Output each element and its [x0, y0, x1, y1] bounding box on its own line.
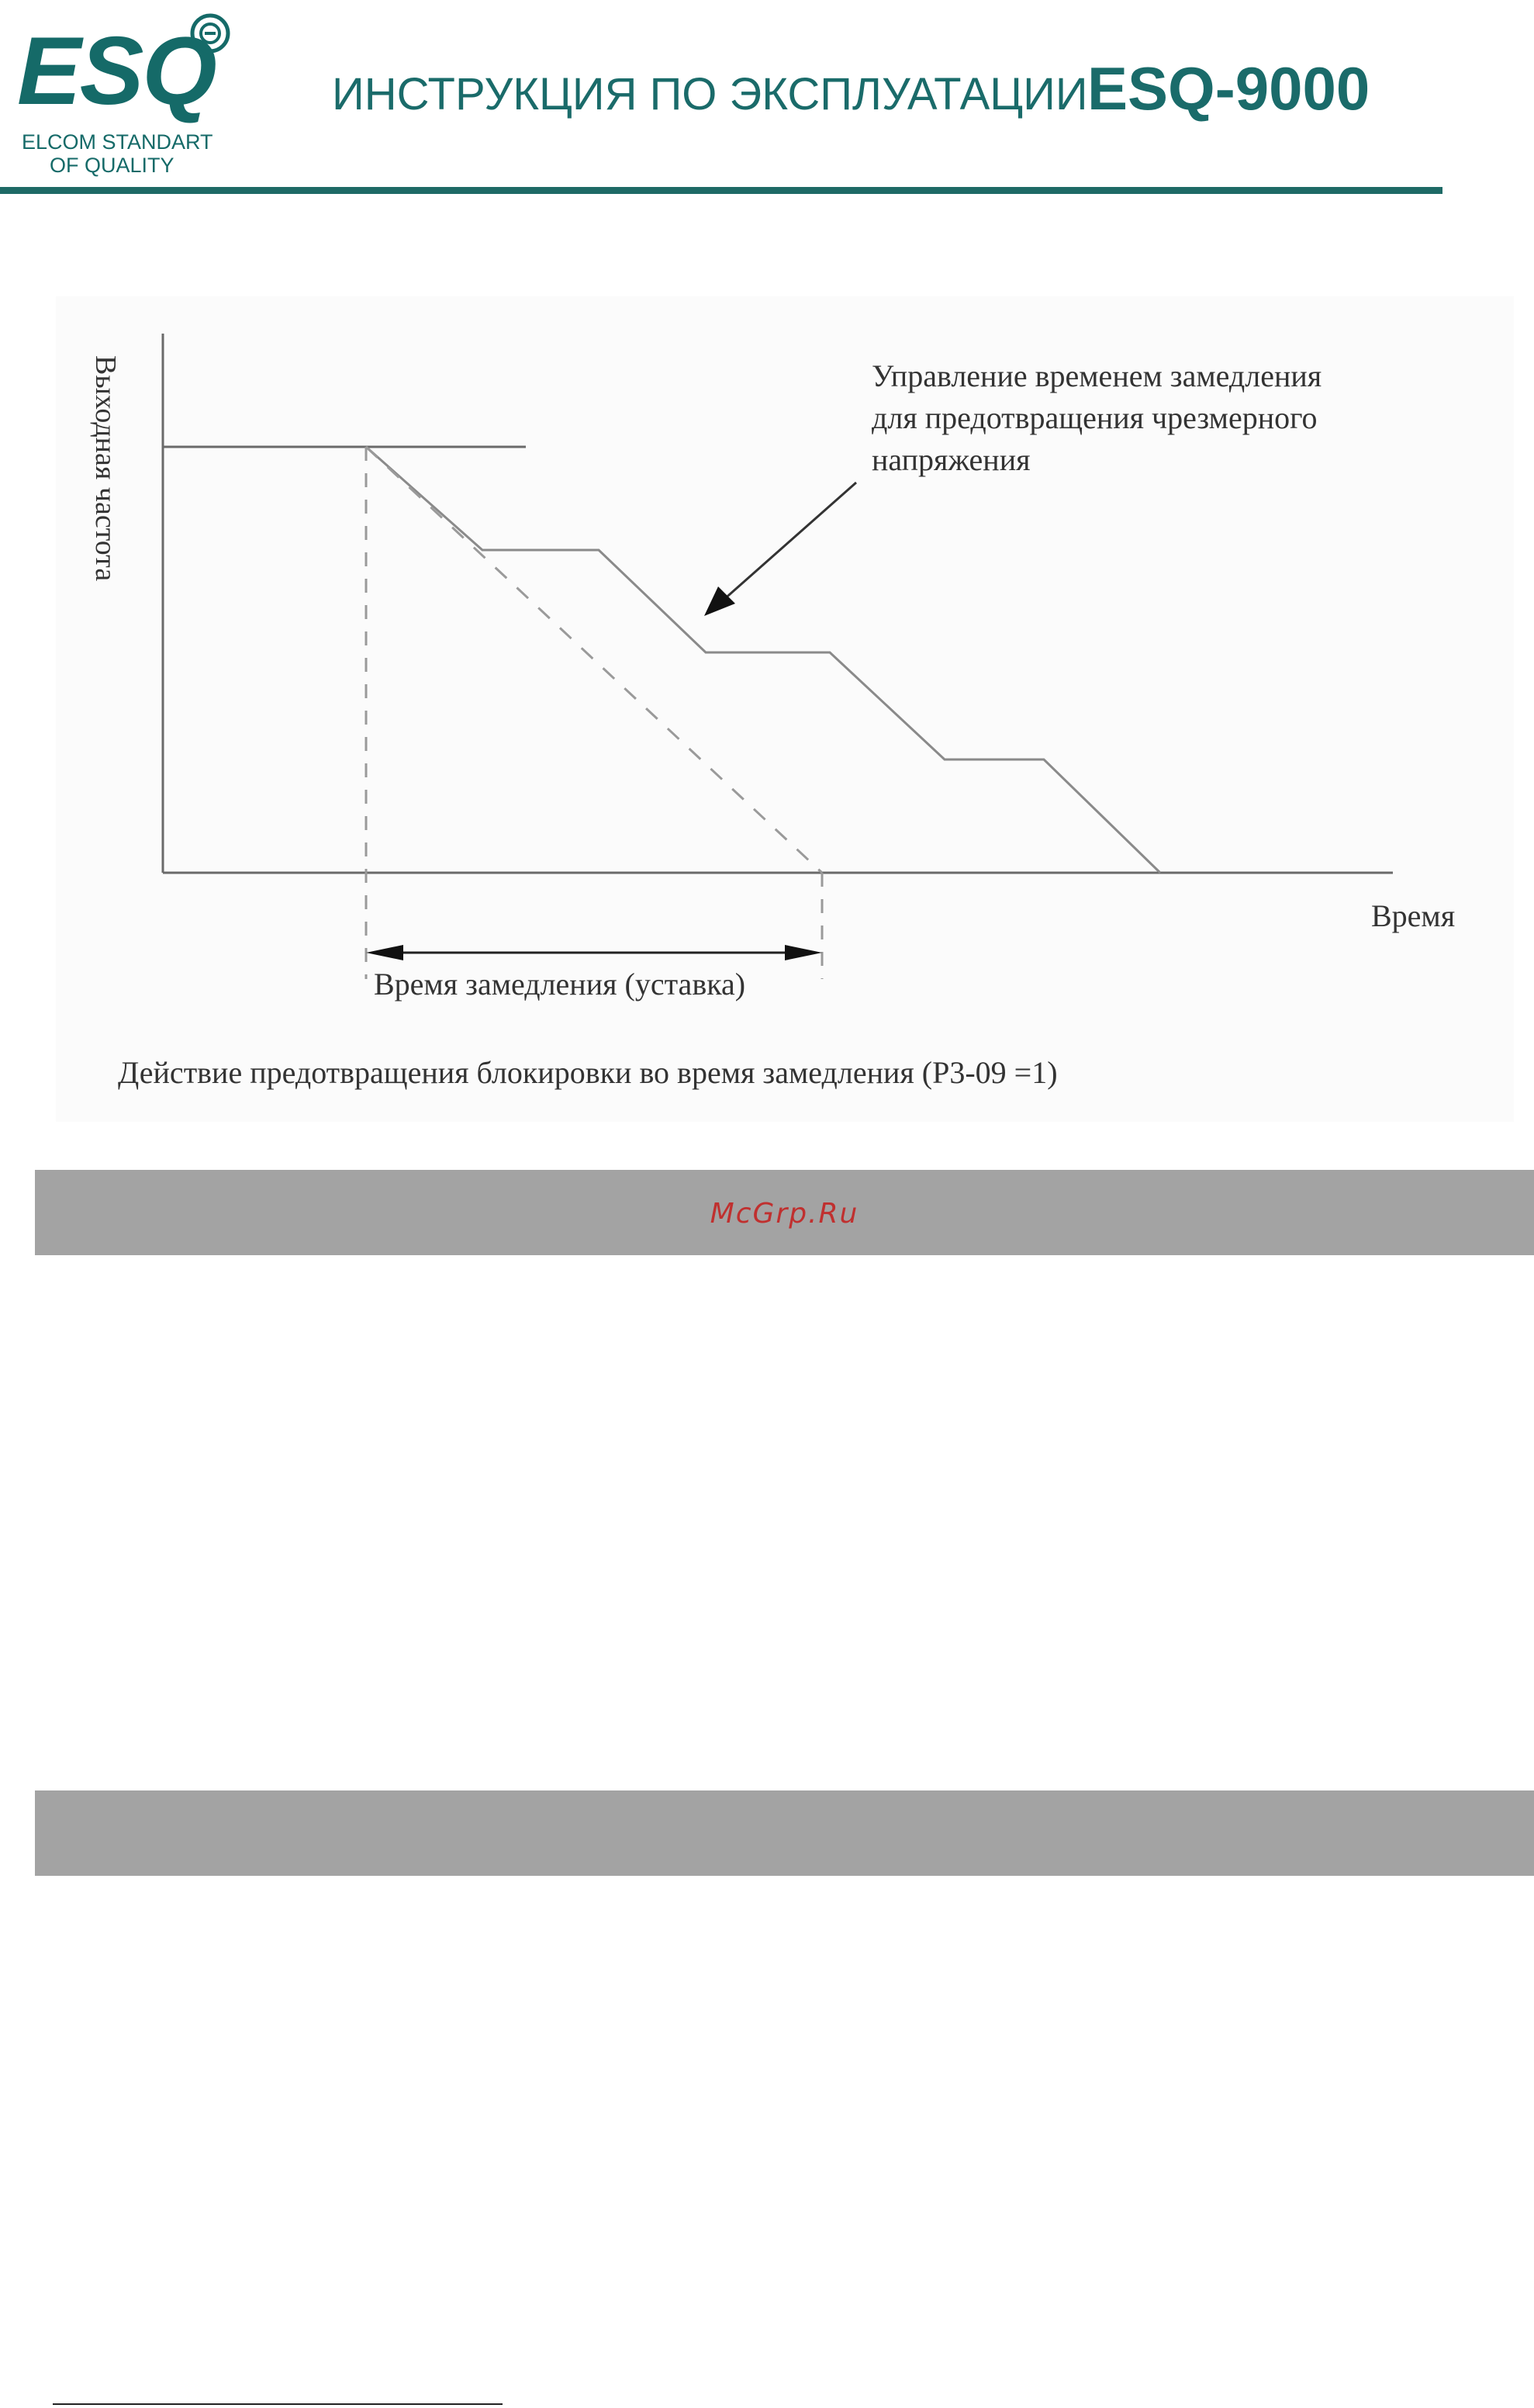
- y-axis-label: Выходная частота: [89, 355, 122, 582]
- x-axis-label: Время: [1371, 898, 1456, 933]
- footnote-divider: [53, 2403, 503, 2405]
- grey-band-top: [35, 1170, 1534, 1255]
- deceleration-diagram: [56, 296, 1514, 1122]
- nominal-deceleration-dashed: [366, 447, 822, 873]
- header-divider: [0, 187, 1442, 194]
- annotation-line-1: Управление временем замедления: [872, 358, 1322, 393]
- stepped-deceleration-curve: [366, 447, 1160, 873]
- logo-wordmark: ESQ: [17, 18, 216, 125]
- span-arrow-right-icon: [785, 945, 822, 960]
- annotation-pointer-line: [723, 483, 856, 600]
- logo-circle-mark-icon: [189, 12, 231, 54]
- logo-subtitle-line1: ELCOM STANDART: [22, 130, 213, 154]
- document-title: ИНСТРУКЦИЯ ПО ЭКСПЛУАТАЦИИ: [332, 69, 1088, 119]
- logo-subtitle-line2: OF QUALITY: [50, 154, 174, 177]
- decel-time-span-label: Время замедления (уставка): [374, 967, 746, 1002]
- grey-band-bottom: [35, 1790, 1534, 1876]
- span-arrow-left-icon: [366, 945, 403, 960]
- document-model: ESQ-9000: [1087, 54, 1370, 123]
- company-logo: [17, 8, 250, 178]
- figure-caption: Действие предотвращения блокировки во время замедления (P3-09 =1): [118, 1055, 1058, 1090]
- annotation-pointer-arrowhead-icon: [704, 586, 735, 616]
- watermark-text: McGrp.Ru: [710, 1198, 859, 1230]
- annotation-line-2: для предотвращения чрезмерного: [872, 400, 1318, 435]
- diagram-canvas: [56, 296, 1514, 1122]
- annotation-line-3: напряжения: [872, 442, 1031, 477]
